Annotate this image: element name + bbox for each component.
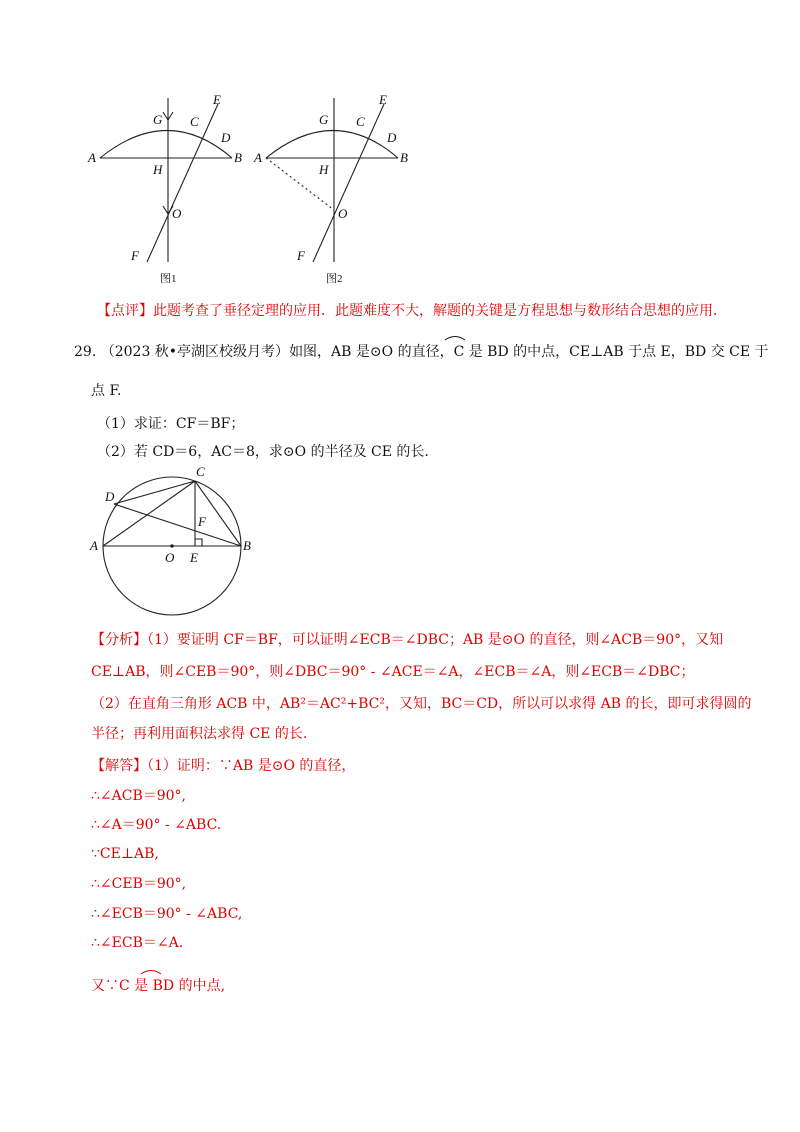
fig1-label-A: A [88, 150, 96, 165]
analysis-line4: 半径；再利用面积法求得 CE 的长. [91, 726, 308, 742]
fig1-label-G: G [153, 112, 163, 127]
fig2-label-B: B [400, 150, 408, 165]
fig1-label-B: B [234, 150, 242, 165]
circle-figure [80, 460, 280, 620]
solution-step-6: ∴∠ECB＝∠A. [91, 935, 184, 951]
fig1-label-D: D [221, 130, 231, 145]
circle-label-C: C [196, 464, 205, 479]
solution-intro-text: （1）证明：∵AB 是⊙O 的直径， [147, 758, 356, 774]
fig2-caption: 图2 [326, 273, 343, 285]
problem-part2: （2）若 CD＝6，AC＝8，求⊙O 的半径及 CE 的长. [97, 444, 429, 460]
solution-step-7: 又∵C 是 BD 的中点, [91, 978, 226, 994]
problem-stem-line2: 点 F. [91, 383, 122, 399]
solution-step-3: ∵CE⊥AB, [91, 846, 159, 862]
problem-number: 29. [74, 344, 97, 360]
fig2-label-G: G [319, 112, 329, 127]
circle-label-B: B [243, 538, 251, 553]
fig1-label-E: E [213, 92, 221, 107]
comment-paragraph [97, 301, 727, 321]
analysis-line3: （2）在直角三角形 ACB 中，AB²＝AC²+BC²，又知，BC＝CD，所以可以求得 AB 的长，即可求得圆的 [91, 696, 752, 712]
analysis-text-1: （1）要证明 CF＝BF，可以证明∠ECB＝∠DBC；AB 是⊙O 的直径，则∠ACB＝90°，又知 [147, 632, 724, 648]
comment-text: 此题考查了垂径定理的应用．此题难度不大，解题的关键是方程思想与数形结合思想的应用． [153, 303, 727, 319]
fig2-label-H: H [319, 162, 329, 177]
fig1-label-O: O [172, 206, 182, 221]
solution-step-4: ∴∠CEB＝90°, [91, 876, 187, 892]
fig1-label-H: H [153, 162, 163, 177]
circle-label-D: D [105, 489, 115, 504]
solution-intro [91, 756, 355, 776]
solution-step-2: ∴∠A＝90° - ∠ABC. [91, 817, 222, 833]
figure-2 [266, 98, 398, 262]
arc-mark-solution [140, 967, 162, 975]
analysis-line2: CE⊥AB，则∠CEB＝90°，则∠DBC＝90° - ∠ACE＝∠A，∠ECB＝∠A，则∠ECB＝∠DBC； [91, 664, 695, 680]
analysis-tag: 【分析】 [91, 632, 147, 648]
fig1-label-F: F [131, 248, 139, 263]
fig2-label-C: C [356, 114, 365, 129]
fig2-label-F: F [297, 248, 305, 263]
fig2-label-E: E [379, 92, 387, 107]
problem-source: （2023 秋•亭湖区校级月考） [100, 344, 290, 360]
circle-label-F: F [198, 514, 206, 529]
fig1-caption: 图1 [160, 273, 177, 285]
problem-stem-line1 [74, 342, 769, 362]
circle-label-O: O [165, 550, 175, 565]
fig2-label-O: O [338, 206, 348, 221]
solution-tag: 【解答】 [91, 758, 147, 774]
circle-label-A: A [90, 538, 98, 553]
analysis-line1 [91, 630, 723, 650]
solution-step-5: ∴∠ECB＝90° - ∠ABC, [91, 906, 243, 922]
solution-step-1: ∴∠ACB＝90°, [91, 788, 187, 804]
fig2-label-A: A [254, 150, 262, 165]
top-figures [0, 0, 800, 300]
figure-1 [100, 98, 232, 262]
arc-mark-stem [444, 333, 466, 341]
problem-stem: 如图，AB 是⊙O 的直径，C 是 BD 的中点，CE⊥AB 于点 E，BD 交 CE 于 [289, 344, 769, 360]
comment-tag: 【点评】 [97, 303, 153, 319]
fig1-label-C: C [190, 114, 199, 129]
circle-label-E: E [190, 550, 198, 565]
problem-part1: （1）求证：CF＝BF； [97, 416, 245, 432]
fig2-label-D: D [387, 130, 397, 145]
